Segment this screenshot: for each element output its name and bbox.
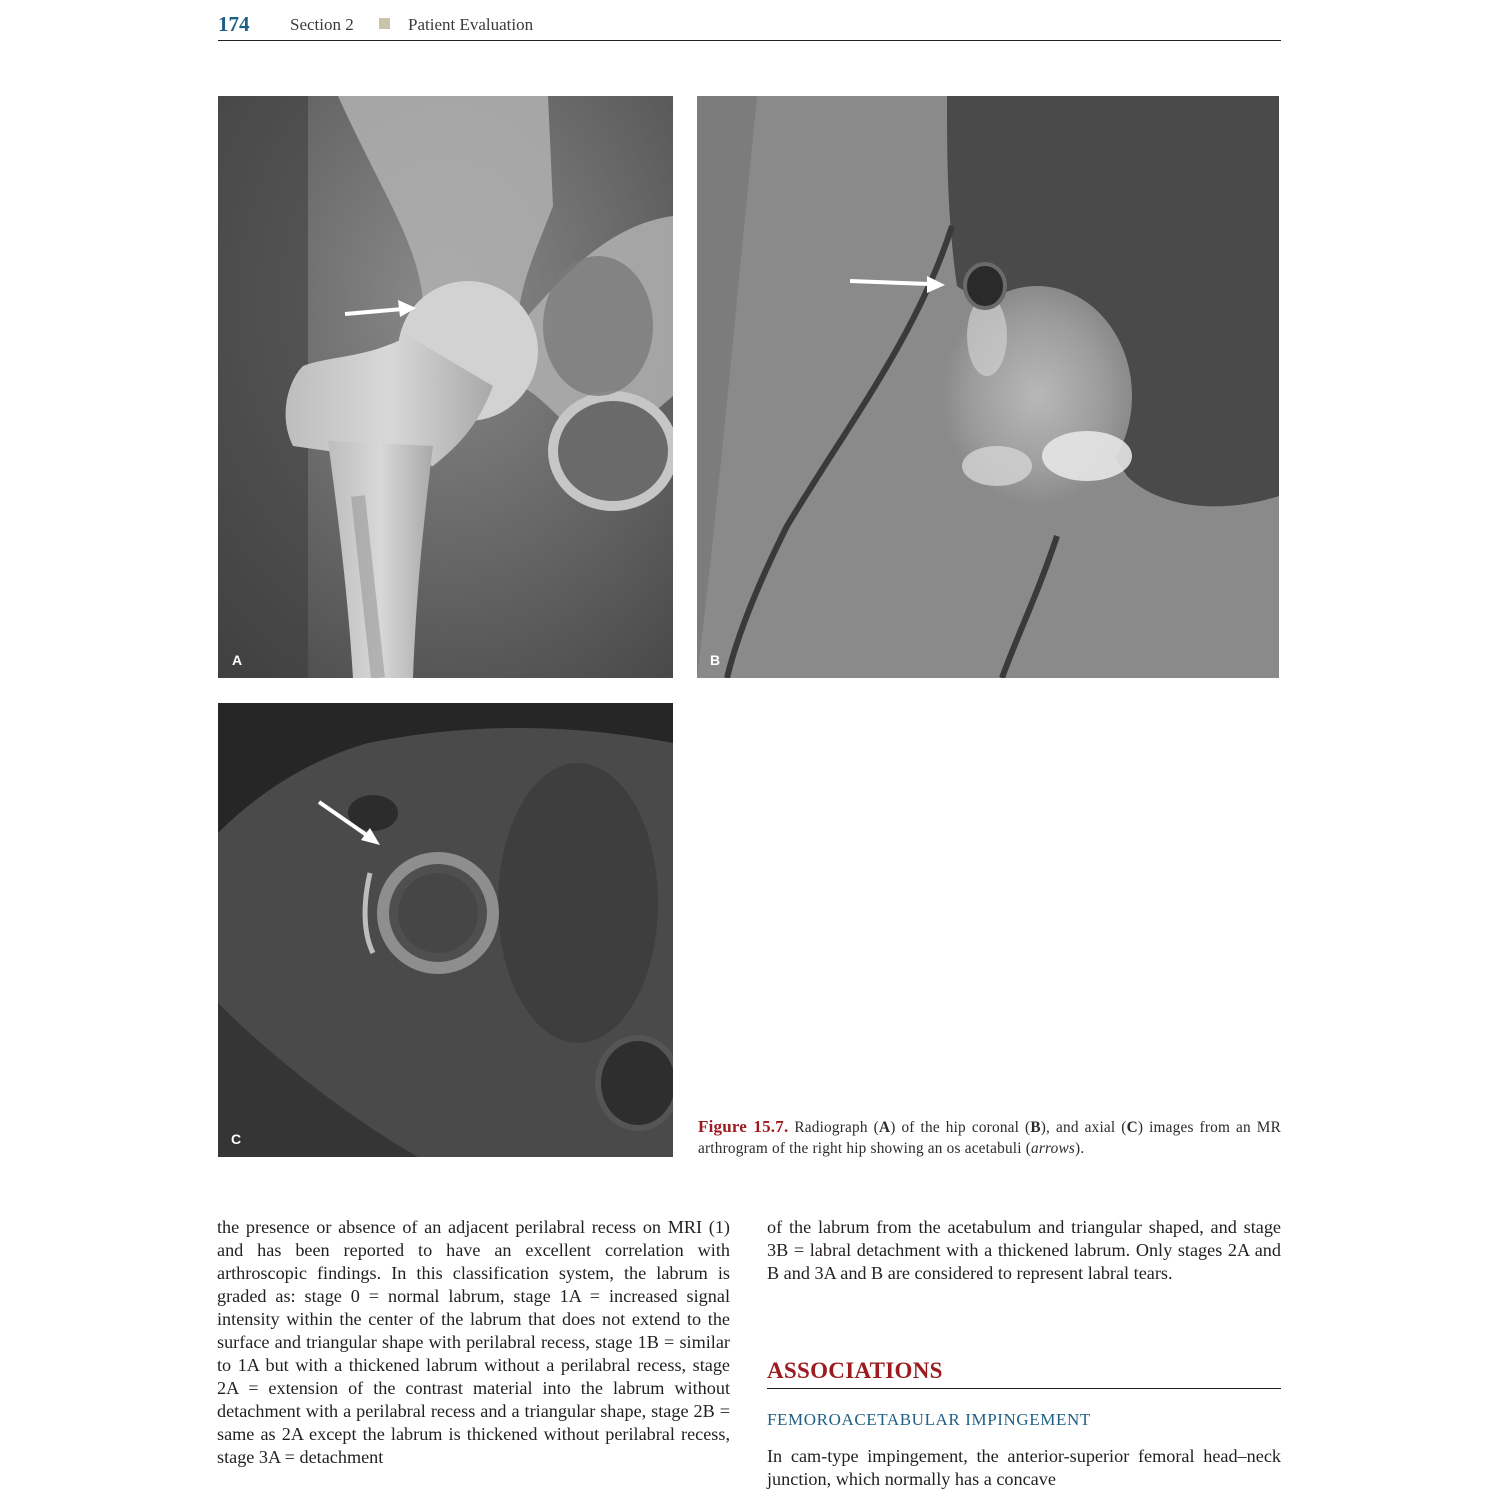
panel-letter-a: A [232, 652, 243, 668]
body-column-left [217, 1216, 730, 1469]
axial-mr-arthrogram-icon [218, 703, 673, 1157]
caption-text: ). [1075, 1140, 1085, 1157]
figure-panel-a [218, 96, 673, 678]
caption-text: ) images from an MR arthrogram of the right hip showing an os acetabuli ( [698, 1119, 1281, 1157]
separator-square-icon [379, 18, 390, 29]
body-paragraph: the presence or absence of an adjacent perilabral recess on MRI (1) and has been reported to have an excellent correlation with arthroscopic findings. In this classification system, the labrum is graded as: stage 0 = normal labrum, stage 1A = increased signal intensity within the center of the labrum that does not extend to the surface and triangular shape with perilabral recess, stage 1B = similar to 1A but with a thickened labrum without a perilabral recess, stage 2A = extension of the contrast material into the labrum without detachment with a perilabral recess and a triangular shape, stage 2B = same as 2A except the labrum is thickened without perilabral recess, stage 3A = detachment [217, 1217, 730, 1467]
page-number: 174 [218, 12, 250, 36]
figure-panel-c [218, 703, 673, 1157]
section-heading: ASSOCIATIONS [767, 1358, 1281, 1389]
hip-radiograph-icon [218, 96, 673, 678]
caption-ref-c: C [1126, 1119, 1138, 1136]
caption-ref-a: A [878, 1119, 891, 1136]
body-paragraph: of the labrum from the acetabulum and triangular shaped, and stage 3B = labral detachment with a thickened labrum. Only stages 2A and B and 3A and B are considered to represent labral tears. [767, 1217, 1281, 1283]
figure-label: Figure 15.7. [698, 1117, 789, 1136]
subsection-heading: FEMOROACETABULAR IMPINGEMENT [767, 1410, 1091, 1429]
chapter-title: Patient Evaluation [408, 15, 534, 34]
body-column-right-continued [767, 1445, 1281, 1491]
caption-ref-b: B [1030, 1119, 1041, 1136]
section-label: Section 2 [290, 15, 354, 34]
caption-text: Radiograph ( [788, 1119, 879, 1136]
figure-caption [698, 1116, 1281, 1159]
panel-letter-c: C [231, 1131, 242, 1147]
body-column-right [767, 1216, 1281, 1285]
panel-letter-b: B [710, 652, 721, 668]
body-paragraph: In cam-type impingement, the anterior-superior femoral head–neck junction, which normally has a concave [767, 1446, 1281, 1489]
coronal-mr-arthrogram-icon [697, 96, 1279, 678]
caption-text: ), and axial ( [1040, 1119, 1127, 1136]
figure-panel-b [697, 96, 1279, 678]
caption-text: ) of the hip coronal ( [890, 1119, 1031, 1136]
caption-arrows: arrows [1031, 1140, 1076, 1157]
running-header [218, 10, 1281, 41]
